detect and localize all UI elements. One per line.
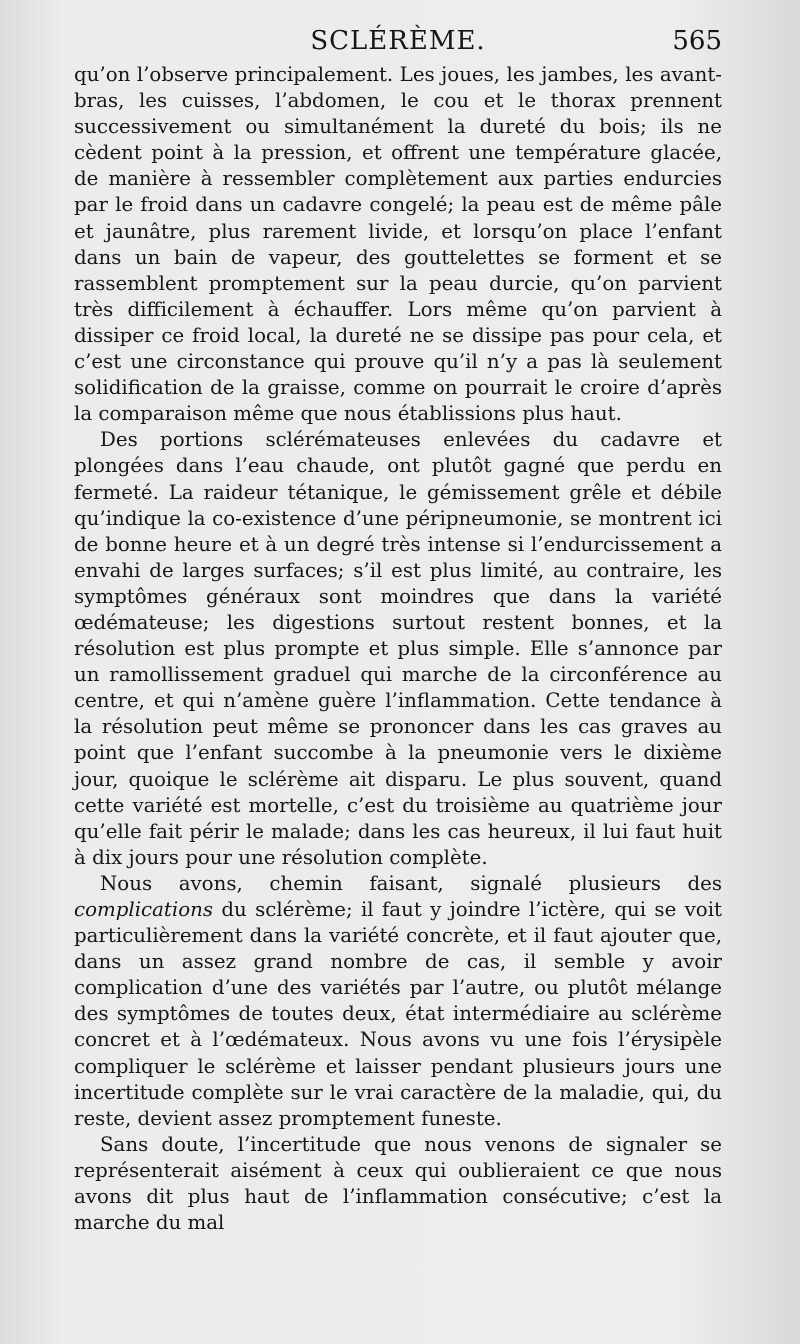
paragraph-3-text-before: Nous avons, chemin faisant, signalé plusieurs des — [100, 871, 722, 895]
paragraph-3 — [74, 871, 722, 1132]
paragraph-4: Sans doute, l’incertitude que nous venons de signaler se représenterait aisément à ceux qui oublieraient ce que nous avons dit plus haut de l’inflammation consécutive; c’est la marche du mal — [74, 1132, 722, 1235]
paragraph-3-emphasis: complications — [74, 898, 214, 921]
running-title: SCLÉRÈME. — [310, 26, 486, 56]
paragraph-1: qu’on l’observe principalement. Les joues, les jambes, les avant-bras, les cuisses, l’abdomen, le cou et le thorax prennent successivement ou simultanément la dureté du bois; ils ne cèdent point à la pression, et offrent une température glacée, de manière à ressembler complètement aux parties endurcies par le froid dans un cadavre congelé; la peau est de même pâle et jaunâtre, plus rarement livide, et lorsqu’on place l’enfant dans un bain de vapeur, des gouttelettes se forment et se rassemblent promptement sur la peau durcie, qu’on parvient très difficilement à échauffer. Lors même qu’on parvient à dissiper ce froid local, la dureté ne se dissipe pas pour cela, et c’est une circonstance qui prouve qu’il n’y a pas là seulement solidification de la graisse, comme on pourrait le croire d’après la comparaison même que nous établissions plus haut. — [74, 63, 722, 426]
page-header — [74, 22, 722, 62]
body-text — [74, 62, 722, 1236]
paragraph-2: Des portions sclérémateuses enlevées du cadavre et plongées dans l’eau chaude, ont plutôt gagné que perdu en fermeté. La raideur tétanique, le gémissement grêle et débile qu’indique la co-existence d’une péripneumonie, se montrent ici de bonne heure et à un degré très intense si l’endurcissement a envahi de larges surfaces; s’il est plus limité, au contraire, les symptômes généraux sont moindres que dans la variété œdémateuse; les digestions surtout restent bonnes, et la résolution est plus prompte et plus simple. Elle s’annonce par un ramollissement graduel qui marche de la circonférence au centre, et qui n’amène guère l’inflammation. Cette tendance à la résolution peut même se prononcer dans les cas graves au point que l’enfant succombe à la pneumonie vers le dixième jour, quoique le sclérème ait disparu. Le plus souvent, quand cette variété est mortelle, c’est du troisième au quatrième jour qu’elle fait périr le malade; dans les cas heureux, il lui faut huit à dix jours pour une résolution complète. — [74, 428, 722, 869]
page-number: 565 — [672, 26, 722, 56]
paragraph-3-text-after: du sclérème; il faut y joindre l’ictère, qui se voit particulièrement dans la variété concrète, et il faut ajouter que, dans un assez grand nombre de cas, il semble y avoir complication d’une des variétés par l’autre, ou plutôt mélange des symptômes de toutes deux, état intermédiaire au sclérème concret et à l’œdémateux. Nous avons vu une fois l’érysipèle compliquer le sclérème et laisser pendant plusieurs jours une incertitude complète sur le vrai caractère de la maladie, qui, du reste, devient assez promptement funeste. — [74, 898, 722, 1130]
